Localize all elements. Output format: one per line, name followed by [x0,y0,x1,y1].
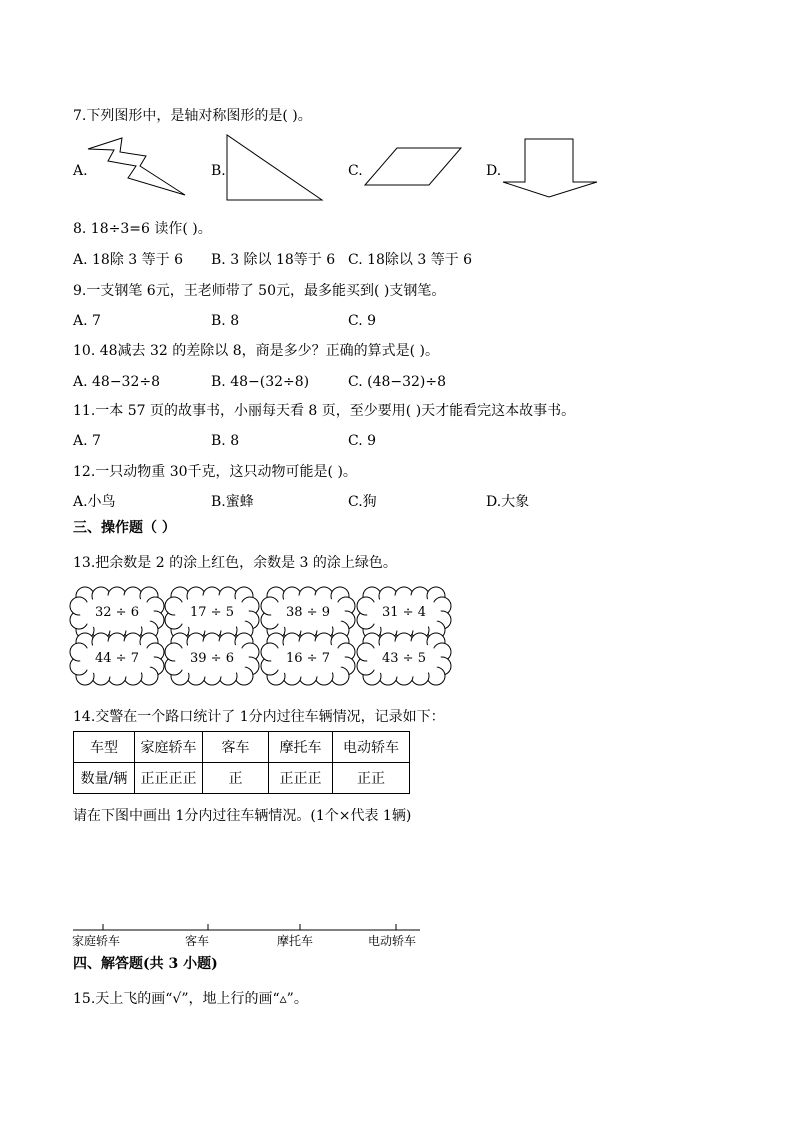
axis-label-bus: 客车 [185,934,210,948]
q10-option-b[interactable]: B. 48−(32÷8) [211,374,310,390]
table-cell: 客车 [203,732,269,763]
section4-title: 四、解答题(共 3 小题) [73,956,218,972]
axis-label-motorcycle: 摩托车 [277,934,314,948]
q7-option-a[interactable]: A. [73,163,88,179]
table-cell: 正正正 [269,763,333,794]
q10-option-c[interactable]: C. (48−32)÷8 [348,374,447,390]
axis-label-family-car: 家庭轿车 [72,934,121,948]
q9-option-c[interactable]: C. 9 [348,313,377,329]
q8-option-a[interactable]: A. 18除 3 等于 6 [73,252,183,268]
q9-question: 9.一支钢笔 6元，王老师带了 50元，最多能买到( )支钢笔。 [73,283,446,299]
table-cell: 正正正正 [135,763,203,794]
q7-option-b[interactable]: B. [211,163,226,179]
q11-question: 11.一本 57 页的故事书，小丽每天看 8 页，至少要用( )天才能看完这本故事书。 [73,403,576,419]
q11-option-b[interactable]: B. 8 [211,433,240,449]
table-cell: 家庭轿车 [135,732,203,763]
table-cell: 数量/辆 [74,763,135,794]
q12-option-b[interactable]: B.蜜蜂 [211,494,254,510]
q12-option-d[interactable]: D.大象 [486,494,530,510]
q15-question: 15.天上飞的画“√”，地上行的画“▵”。 [73,991,308,1007]
cloud-expression: 32 ÷ 6 [95,605,139,620]
cloud-expression: 16 ÷ 7 [286,651,330,666]
q7-option-c[interactable]: C. [348,163,363,179]
q10-question: 10. 48减去 32 的差除以 8，商是多少？正确的算式是( )。 [73,343,439,359]
cloud-expression: 17 ÷ 5 [190,605,234,620]
q12-option-a[interactable]: A.小鸟 [73,494,116,510]
cloud-expression: 39 ÷ 6 [190,651,234,666]
table-cell: 电动轿车 [333,732,410,763]
q9-option-a[interactable]: A. 7 [73,313,101,329]
q10-option-a[interactable]: A. 48−32÷8 [73,374,161,390]
cloud-expression: 31 ÷ 4 [382,605,426,620]
axis-label-electric-car: 电动轿车 [368,934,417,948]
q8-option-c[interactable]: C. 18除以 3 等于 6 [348,252,473,268]
q12-question: 12.一只动物重 30千克，这只动物可能是( )。 [73,464,357,480]
q13-question: 13.把余数是 2 的涂上红色，余数是 3 的涂上绿色。 [73,555,397,571]
table-cell: 车型 [74,732,135,763]
q7-question: 7.下列图形中，是轴对称图形的是( )。 [73,108,312,124]
table-cell: 摩托车 [269,732,333,763]
cloud-expression: 44 ÷ 7 [95,651,139,666]
q12-option-c[interactable]: C.狗 [348,494,377,510]
q9-option-b[interactable]: B. 8 [211,313,240,329]
table-cell: 正 [203,763,269,794]
q8-option-b[interactable]: B. 3 除以 18等于 6 [211,252,336,268]
q14-question: 14.交警在一个路口统计了 1分内过往车辆情况，记录如下： [73,709,445,725]
q11-option-c[interactable]: C. 9 [348,433,377,449]
table-cell: 正正 [333,763,410,794]
q14-instruction: 请在下图中画出 1分内过往车辆情况。(1个×代表 1辆) [73,808,412,824]
cloud-expression: 43 ÷ 5 [382,651,426,666]
q11-option-a[interactable]: A. 7 [73,433,101,449]
cloud-expression: 38 ÷ 9 [286,605,330,620]
q7-option-d[interactable]: D. [486,163,502,179]
section3-title: 三、操作题（ ） [73,520,176,536]
q8-question: 8. 18÷3=6 读作( )。 [73,221,212,237]
